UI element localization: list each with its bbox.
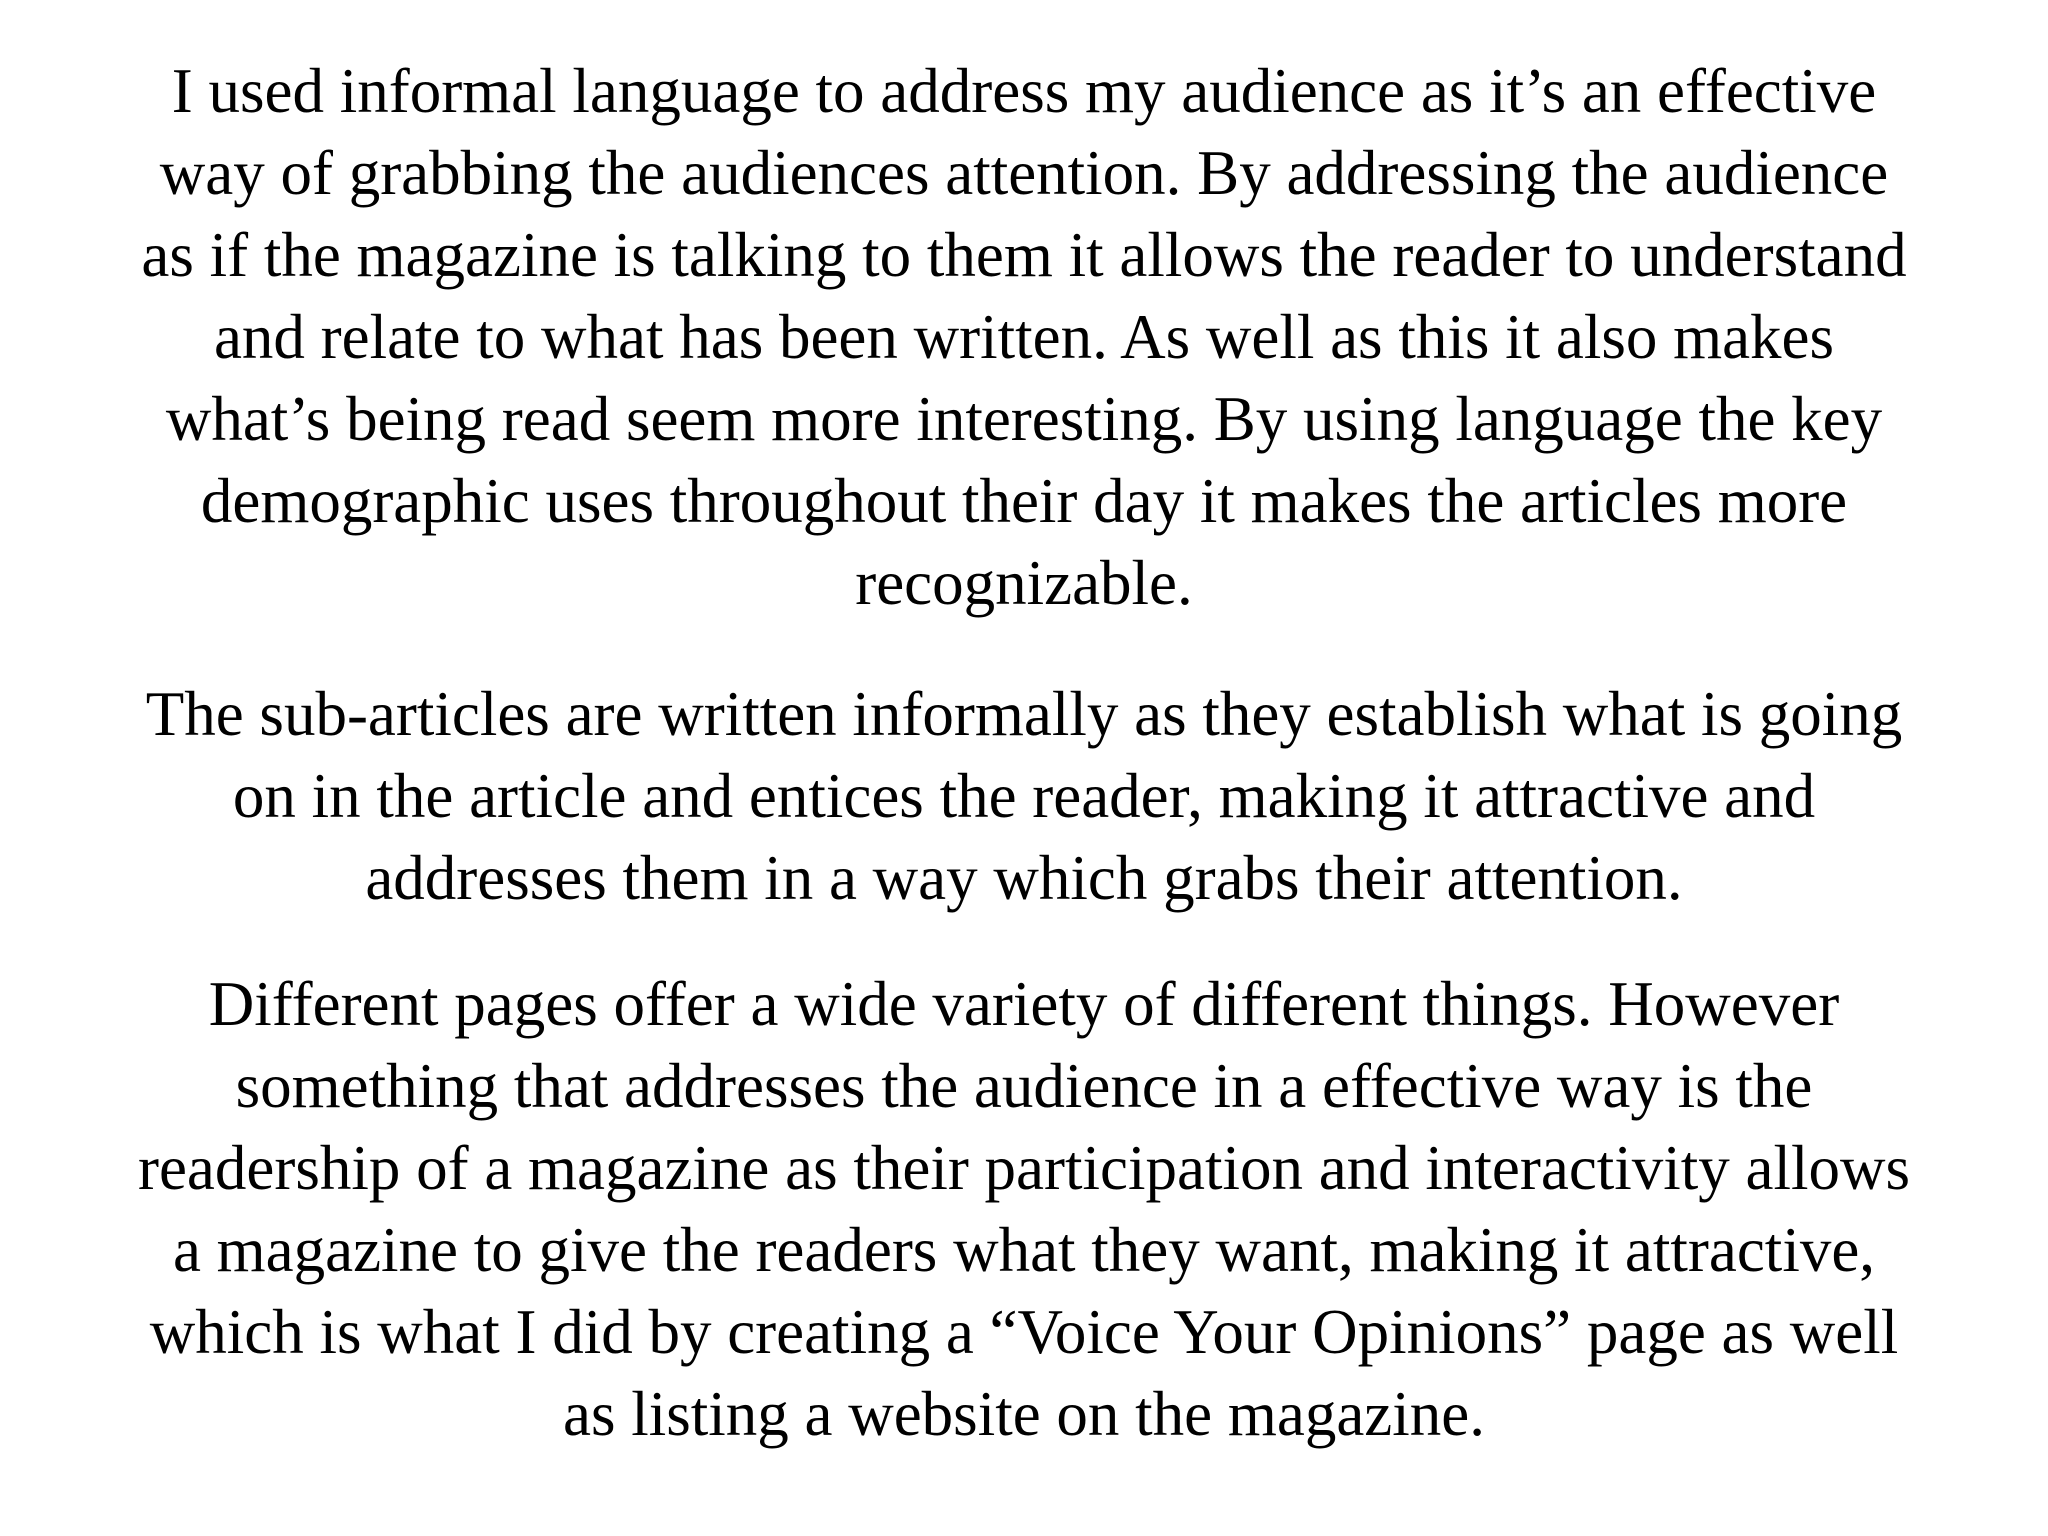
text-line: what’s being read seem more interesting. By using language the key — [165, 384, 1883, 454]
text-line: I used informal language to address my audience as it’s an effective — [171, 56, 1877, 126]
text-line: readership of a magazine as their participation and interactivity allows — [137, 1133, 1911, 1203]
text-line: The sub-articles are written informally as they establish what is going — [145, 679, 1903, 749]
text-line: which is what I did by creating a “Voice Your Opinions” page as well — [149, 1297, 1899, 1367]
text-line: Different pages offer a wide variety of different things. However — [208, 969, 1840, 1039]
text-line: something that addresses the audience in a effective way is the — [235, 1051, 1813, 1121]
text-line: a magazine to give the readers what they want, making it attractive, — [172, 1215, 1876, 1285]
text-line: way of grabbing the audiences attention. By addressing the audience — [159, 138, 1889, 208]
paragraph-different-pages — [80, 963, 1968, 1455]
paragraph-informal-language — [80, 50, 1968, 624]
text-line: recognizable. — [855, 548, 1193, 618]
text-line: and relate to what has been written. As well as this it also makes — [213, 302, 1835, 372]
text-line: on in the article and entices the reader, making it attractive and — [232, 761, 1816, 831]
text-line: demographic uses throughout their day it makes the articles more — [200, 466, 1848, 536]
text-line: as listing a website on the magazine. — [563, 1379, 1485, 1449]
paragraph-sub-articles — [80, 673, 1968, 919]
text-line: addresses them in a way which grabs their attention. — [365, 843, 1683, 913]
text-line: as if the magazine is talking to them it allows the reader to understand — [141, 220, 1907, 290]
